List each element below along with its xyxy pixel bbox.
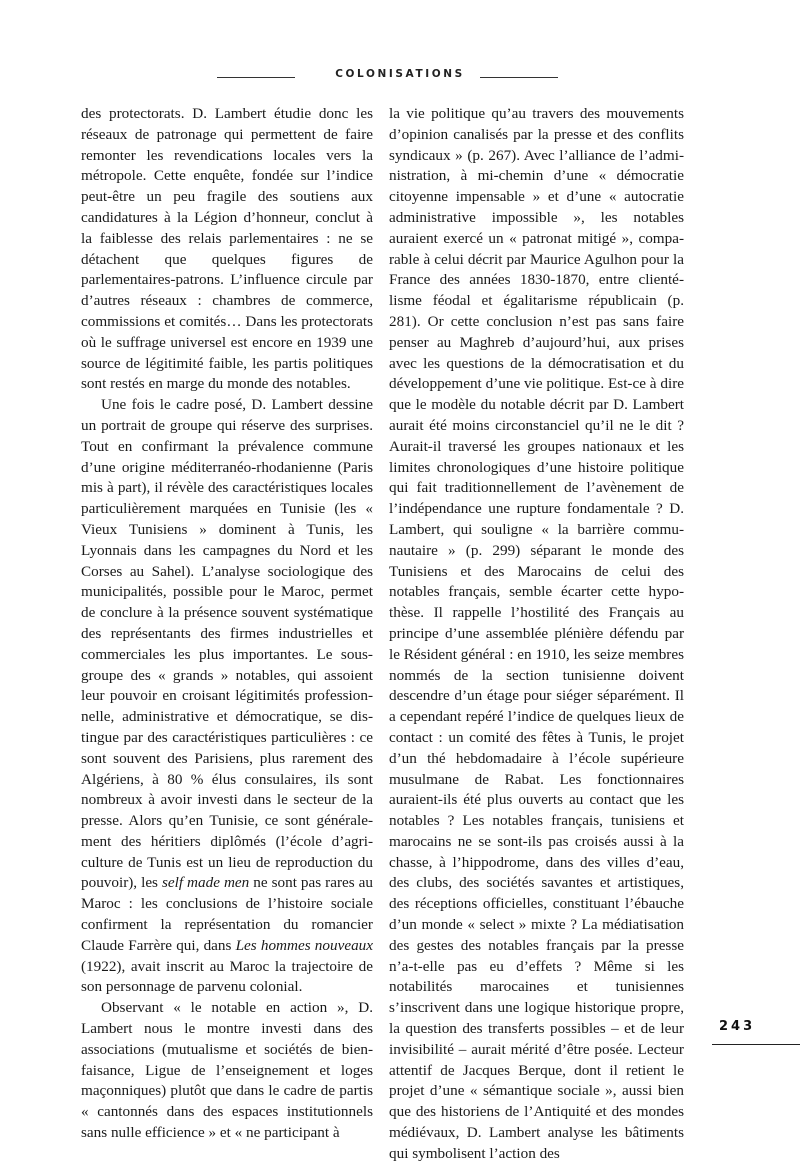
text-run: ne sont pas rares au Maroc : les conclusions de l’histoire sociale confirment la représentation du romancier Claude Farrère qui, dans: [81, 874, 373, 954]
paragraph: Observant « le notable en action », D. Lambert nous le montre investi dans des associations (mutualisme et sociétés de bienfaisance, Ligue de l’enseignement et loges maçonniques) plutôt que dans le cadre de partis « cantonnés dans des espaces institutionnels sans nulle efficience » et « ne participant à: [81, 999, 373, 1142]
text-run: Une fois le cadre posé, D. Lambert dessine un portrait de groupe qui réserve des surprises. Tout en confirmant la prévalence commune d’une origine méditerranéo-rhodanienne (Paris mis à part), il révèle des caractéristiques locales particulièrement marquées en Tunisie (les « Vieux Tunisiens » dominent à Tunis, les Lyonnais dans les campagnes du Nord et les Corses au Sahel). L’analyse sociologique des municipalités, possible pour le Maroc, permet de conclure à la présence souvent systématique des représentants des firmes industrielles et commerciales les plus importantes. Le sous-groupe des « grands » notables, qui assoient leur pouvoir en croisant légitimités professionnelle, administrative et démocratique, se distingue par des caractéristiques particulières : ce sont souvent des Parisiens, plus rarement des Algériens, à 80 % élus consulaires, ils sont nombreux à avoir investi dans le secteur de la presse. Alors qu’en Tunisie, ce sont généralement des héritiers diplômés (l’école d’agriculture de Tunis est un lieu de reproduction du pouvoir), les: [81, 396, 373, 892]
book-title: Les hommes nouveaux: [235, 936, 373, 954]
right-column: [389, 104, 684, 1165]
running-header: [200, 68, 600, 88]
page-number: 243: [719, 1019, 756, 1034]
paragraph: des protectorats. D. Lambert étudie donc les réseaux de patronage qui permettent de faire remonter les revendications locales vers la métropole. Cette enquête, fondée sur l’indice peut-être un peu fragile des soutiens aux candidatures à la Légion d’honneur, conclut à la faiblesse des relais parlementaires : ne se détachent que quelques figures de parlementaires-patrons. L’influence circule par d’autres réseaux : chambres de commerce, commissions et comités… Dans les protectorats où le suffrage universel est encore en 1939 une source de légitimité faible, les partis politiques sont restés en marge du monde des notables.: [81, 105, 373, 393]
left-column: [81, 104, 373, 1144]
paragraph: [81, 395, 373, 998]
header-rule-right: [480, 77, 558, 78]
section-title: COLONISATIONS: [335, 68, 465, 80]
paragraph: la vie politique qu’au travers des mouvements d’opinion canalisés par la presse et des conflits syndicaux » (p. 267). Avec l’alliance de l’administration, à mi-chemin d’une « démocratie citoyenne impensable » et d’une « autocratie administrative impossible », les notables auraient exercé un « patronat mitigé », comparable à celui décrit par Maurice Agulhon pour la France des années 1830-1870, entre clientélisme féodal et égalitarisme républicain (p. 281). Or cette conclusion n’est pas sans faire penser au Maghreb d’aujourd’hui, aux prises avec les questions de la démocratisation et du développement d’une vie politique. Est-ce à dire que le modèle du notable décrit par D. Lambert aurait été moins circonstanciel qu’il ne le dit ? Aurait-il traversé les groupes nationaux et les limites chronologiques d’une histoire politique qui fait traditionnellement de l’avènement de l’indépendance une rupture fondamentale ? D. Lambert, qui souligne « la barrière communautaire » (p. 299) séparant le monde des Tunisiens et des Marocains de celui des notables français, semble écarter cette hypothèse. Il rappelle l’hostilité des Français au principe d’une assemblée plénière défendu par le Résident général : en 1910, les seize membres nommés de la section tunisienne doivent descendre d’un étage pour siéger séparément. Il a cependant repéré l’indice de quelques lieux de contact : un comité des fêtes à Tunis, le projet d’un thé hebdomadaire à l’école supérieure musulmane de Rabat. Les fonctionnaires auraient-ils été plus ouverts au contact que les notables ? Les notables français, tunisiens et marocains ne se sont-ils pas croisés aussi à la chasse, à l’hippodrome, dans des villes d’eau, des clubs, des sociétés savantes et artistiques, des réceptions officielles, constituant l’ébauche d’un monde « select » mixte ? La médiatisation des gestes des notables français par la presse n’a-t-elle pas eu d’effets ? Même si les notabilités marocaines et tunisiennes s’inscrivent dans une logique historique propre, la question des transferts possibles – et de leur invisibilité – aurait mérité d’être posée. Lecteur attentif de Jacques Berque, dont il retient le projet d’une « sémantique sociale », aussi bien que des historiens de l’Antiquité et des mondes médiévaux, D. Lambert analyse les bâtiments qui symbolisent l’action des: [389, 105, 684, 1162]
italic-term: self made men: [161, 874, 250, 892]
text-run: (1922), avait inscrit au Maroc la trajectoire de son personnage de parvenu colonial.: [81, 957, 373, 996]
page-number-rule: [712, 1044, 800, 1045]
